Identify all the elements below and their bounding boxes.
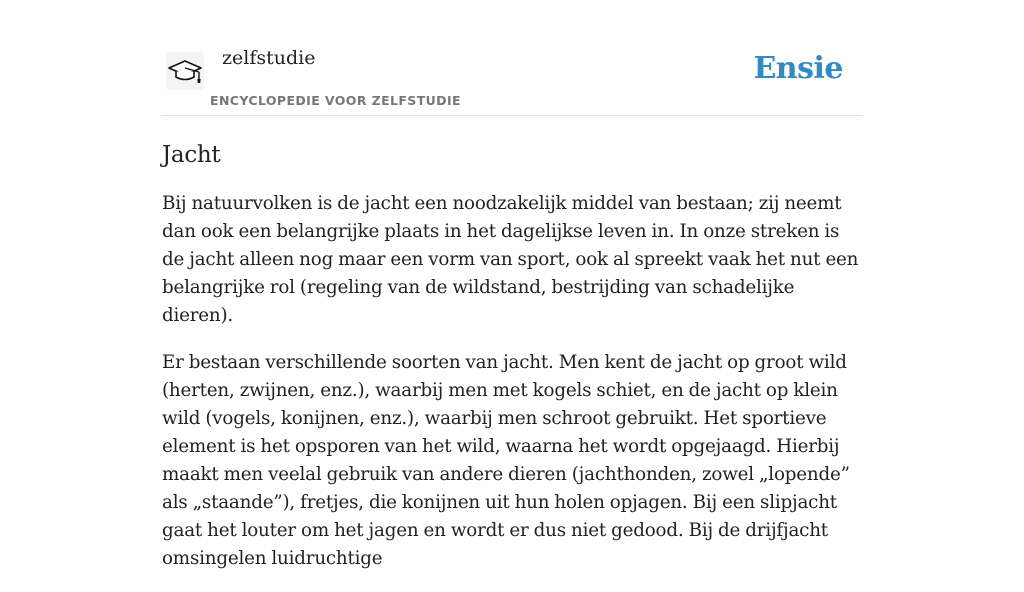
graduation-cap-icon[interactable] <box>166 52 204 90</box>
site-tagline: ENCYCLOPEDIE VOOR ZELFSTUDIE <box>210 93 461 108</box>
site-header <box>162 0 862 116</box>
article-body <box>162 190 862 573</box>
article-paragraph: Bij natuurvolken is de jacht een noodzakelijk middel van bestaan; zij neemt dan ook een belangrijke plaats in het dagelijkse leven in. In onze streken is de jacht alleen nog maar een vorm van sport, ook al spreekt vaak het nut een belangrijke rol (regeling van de wildstand, bestrijding van schadelijke dieren). <box>162 193 859 326</box>
content-container <box>162 0 862 592</box>
article-paragraph: Er bestaan verschillende soorten van jacht. Men kent de jacht op groot wild (herten, zwijnen, enz.), waarbij men met kogels schiet, en de jacht op klein wild (vogels, konijnen, enz.), waarbij men schroot gebruikt. Het sportieve element is het opsporen van het wild, waarna het wordt opgejaagd. Hierbij maakt men veelal gebruik van andere dieren (jachthonden, zowel „lopende” als „staande”), fretjes, die konijnen uit hun holen opjagen. Bij een slipjacht gaat het louter om het jagen en wordt er dus niet gedood. Bij de drijfjacht omsingelen luidruchtige <box>162 352 850 569</box>
site-name-link[interactable]: zelfstudie <box>222 47 316 69</box>
brand-logo-link[interactable]: Ensie <box>753 51 843 86</box>
page-title: Jacht <box>162 142 221 168</box>
